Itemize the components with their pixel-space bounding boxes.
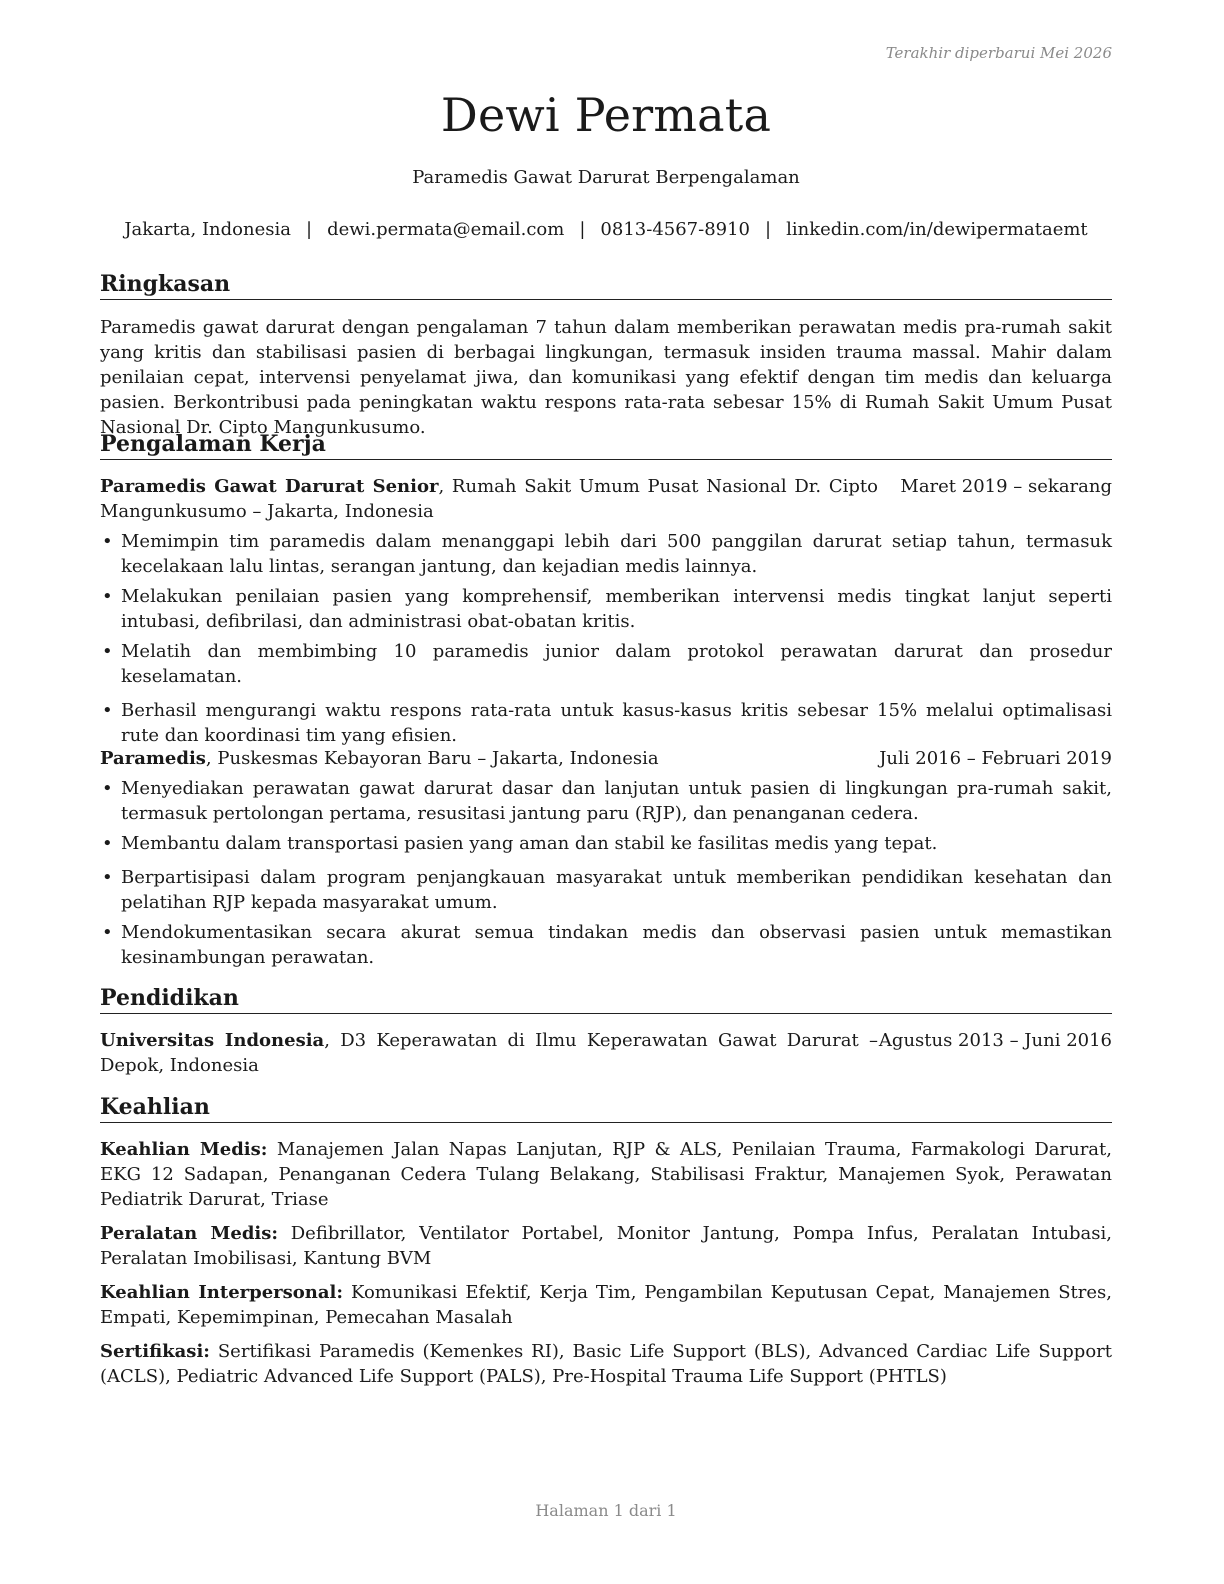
job-dates: Maret 2019 – sekarang: [900, 476, 1112, 497]
skill-group-text: Komunikasi Efektif, Kerja Tim, Pengambilan Keputusan Cepat, Manajemen Stres, Empati, Kepemimpinan, Pemecahan Masalah: [100, 1282, 1113, 1328]
section-title-skills: Keahlian: [100, 1093, 1112, 1123]
job-dates: Juli 2016 – Februari 2019: [879, 748, 1112, 769]
job-role: Paramedis: [100, 748, 206, 769]
contact-location: Jakarta, Indonesia: [124, 219, 291, 240]
skill-group-label: Keahlian Medis:: [100, 1139, 268, 1160]
job-bullet: • Melatih dan membimbing 10 paramedis junior dalam protokol perawatan darurat dan prosedur keselamatan.: [100, 639, 1112, 689]
section-title-education: Pendidikan: [100, 984, 1112, 1014]
job-role: Paramedis Gawat Darurat Senior: [100, 476, 439, 497]
job-bullet: • Memimpin tim paramedis dalam menanggapi lebih dari 500 panggilan darurat setiap tahun, termasuk kecelakaan lalu lintas, serangan jantung, dan kejadian medis lainnya.: [100, 529, 1112, 579]
job-header: [100, 474, 1112, 524]
candidate-headline: Paramedis Gawat Darurat Berpengalaman: [412, 167, 800, 188]
last-updated-note: Terakhir diperbarui Mei 2026: [885, 44, 1112, 62]
job-bullet: • Membantu dalam transportasi pasien yang aman dan stabil ke fasilitas medis yang tepat.: [100, 831, 1112, 856]
skill-group-text: Defibrillator, Ventilator Portabel, Monitor Jantung, Pompa Infus, Peralatan Intubasi, Peralatan Imobilisasi, Kantung BVM: [100, 1223, 1113, 1269]
contact-separator: |: [579, 219, 586, 240]
education-school: Universitas Indonesia: [100, 1030, 325, 1051]
job-organization: , Rumah Sakit Umum Pusat Nasional Dr. Cipto Mangunkusumo – Jakarta, Indonesia: [100, 476, 878, 522]
candidate-name: Dewi Permata: [440, 88, 772, 142]
skill-group: [100, 1137, 1112, 1212]
job-bullet: • Menyediakan perawatan gawat darurat dasar dan lanjutan untuk pasien di lingkungan pra-rumah sakit, termasuk pertolongan pertama, resusitasi jantung paru (RJP), dan penanganan cedera.: [100, 776, 1112, 826]
skill-group-label: Sertifikasi:: [100, 1341, 210, 1362]
skill-group: [100, 1280, 1112, 1330]
skill-group: [100, 1221, 1112, 1271]
education-detail: , D3 Keperawatan di Ilmu Keperawatan Gawat Darurat – Depok, Indonesia: [100, 1030, 879, 1076]
job-organization: , Puskesmas Kebayoran Baru – Jakarta, Indonesia: [205, 748, 659, 769]
contact-phone: 0813-4567-8910: [600, 219, 751, 240]
contact-linkedin[interactable]: linkedin.com/in/dewipermataemt: [786, 219, 1088, 240]
job-bullet: • Berpartisipasi dalam program penjangkauan masyarakat untuk memberikan pendidikan kesehatan dan pelatihan RJP kepada masyarakat umum.: [100, 865, 1112, 915]
section-title-summary: Ringkasan: [100, 270, 1112, 300]
job-header: [100, 746, 1112, 771]
skill-group-text: Manajemen Jalan Napas Lanjutan, RJP & ALS, Penilaian Trauma, Farmakologi Darurat, EKG 12 Sadapan, Penanganan Cedera Tulang Belakang, Stabilisasi Fraktur, Manajemen Syok, Perawatan Pediatrik Darurat, Triase: [100, 1139, 1112, 1210]
contact-line: [100, 219, 1112, 240]
resume-page: [100, 0, 1112, 1584]
contact-separator: |: [765, 219, 772, 240]
skill-group-label: Keahlian Interpersonal:: [100, 1282, 344, 1303]
job-bullet-list: [100, 776, 1112, 975]
education-entry: [100, 1028, 1112, 1078]
job-bullet-list: [100, 529, 1112, 753]
page-number-footer: Halaman 1 dari 1: [535, 1501, 677, 1520]
skill-group-label: Peralatan Medis:: [100, 1223, 279, 1244]
skill-group-text: Sertifikasi Paramedis (Kemenkes RI), Basic Life Support (BLS), Advanced Cardiac Life Support (ACLS), Pediatric Advanced Life Support (PALS), Pre-Hospital Trauma Life Support (PHTLS): [100, 1341, 1112, 1387]
contact-email[interactable]: dewi.permata@email.com: [327, 219, 565, 240]
job-bullet: • Melakukan penilaian pasien yang komprehensif, memberikan intervensi medis tingkat lanjut seperti intubasi, defibrilasi, dan administrasi obat-obatan kritis.: [100, 584, 1112, 634]
education-dates: Agustus 2013 – Juni 2016: [878, 1030, 1112, 1051]
job-bullet: • Berhasil mengurangi waktu respons rata-rata untuk kasus-kasus kritis sebesar 15% melalui optimalisasi rute dan koordinasi tim yang efisien.: [100, 698, 1112, 748]
section-title-experience: Pengalaman Kerja: [100, 430, 1112, 460]
skill-group: [100, 1339, 1112, 1389]
summary-text: Paramedis gawat darurat dengan pengalaman 7 tahun dalam memberikan perawatan medis pra-rumah sakit yang kritis dan stabilisasi pasien di berbagai lingkungan, termasuk insiden trauma massal. Mahir dalam penilaian cepat, intervensi penyelamat jiwa, dan komunikasi yang efektif dengan tim medis dan keluarga pasien. Berkontribusi pada peningkatan waktu respons rata-rata sebesar 15% di Rumah Sakit Umum Pusat Nasional Dr. Cipto Mangunkusumo.: [100, 317, 1112, 438]
contact-separator: |: [305, 219, 313, 240]
job-bullet: • Mendokumentasikan secara akurat semua tindakan medis dan observasi pasien untuk memastikan kesinambungan perawatan.: [100, 920, 1112, 970]
